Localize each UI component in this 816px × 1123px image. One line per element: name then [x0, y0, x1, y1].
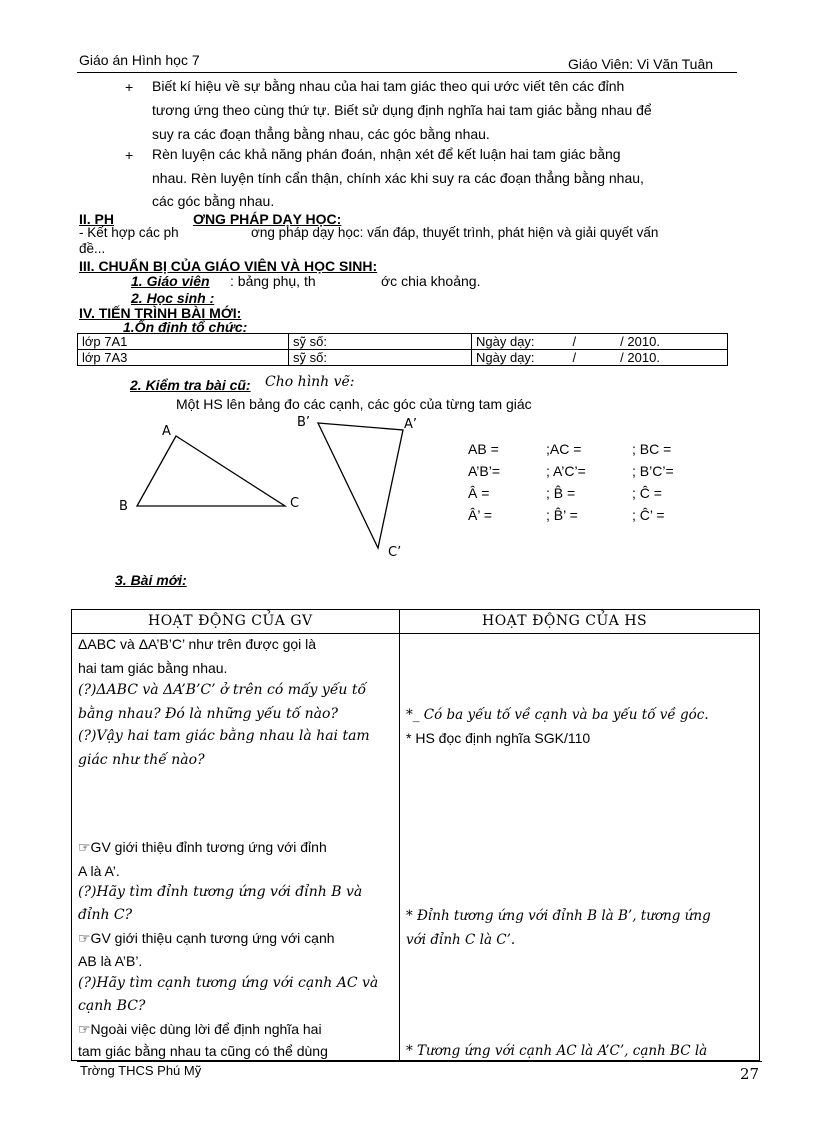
gv-line: ☞Ngoài việc dùng lời để định nghĩa hai: [78, 1021, 322, 1037]
hs-line: * HS đọc định nghĩa SGK/110: [406, 730, 591, 746]
measure-angle-c1: ; Ĉ’ =: [632, 507, 665, 523]
measure-angle-a: Â =: [468, 485, 490, 501]
triangles-figure: [100, 410, 440, 570]
date-label: Ngày dạy:: [476, 334, 535, 349]
check-title: 2. Kiểm tra bài cũ:: [130, 377, 251, 393]
table-row: [78, 334, 728, 350]
siso-cell: sỹ số:: [289, 350, 472, 366]
bullet-2: +: [125, 147, 134, 163]
triangle-abc-prime: [318, 423, 403, 548]
gv-line: ΔABC và ΔA’B’C’ như trên được gọi là: [78, 636, 317, 652]
header-left: Giáo án Hình học 7: [79, 52, 200, 68]
objective-line: Rèn luyện các khả năng phán đoán, nhận xét để kết luận hai tam giác bằng: [152, 146, 621, 162]
objective-line: suy ra các đoạn thẳng bằng nhau, các góc bằng nhau.: [152, 126, 490, 142]
gv-line: A là A’.: [78, 863, 120, 879]
measure-angle-b: ; B̂ =: [546, 485, 576, 501]
class-cell: lớp 7A3: [78, 350, 289, 366]
objective-line: tương ứng theo cùng thứ tự. Biết sử dụng định nghĩa hai tam giác bằng nhau để: [152, 102, 652, 118]
gv-line: tam giác bằng nhau ta cũng có thể dùng: [78, 1043, 328, 1059]
section-2-title-b: ƠNG PHÁP DẠY HỌC:: [193, 211, 342, 227]
teacher-label: 1. Giáo viên: [131, 273, 210, 289]
date-slash: /: [572, 350, 577, 365]
hs-line: *_ Có ba yếu tố về cạnh và ba yếu tố về góc.: [406, 707, 709, 723]
header-divider: [72, 633, 759, 634]
label-a: A: [162, 424, 171, 439]
gv-line: (?)Vậy hai tam giác bằng nhau là hai tam: [78, 728, 370, 744]
section-2-line-c: đề...: [79, 241, 106, 256]
gv-line: cạnh BC?: [78, 998, 146, 1014]
gv-line: giác như thế nào?: [78, 752, 205, 768]
stability-title: 1.Ổn định tổ chức:: [123, 319, 248, 335]
objective-line: nhau. Rèn luyện tính cẩn thận, chính xác khi suy ra các đoạn thẳng bằng nhau,: [152, 170, 644, 186]
gv-line: AB là A’B’.: [78, 953, 143, 969]
check-text: Cho hình vẽ:: [265, 374, 355, 390]
column-divider: [399, 610, 400, 1060]
triangle-abc: [137, 436, 285, 506]
gv-line: bằng nhau? Đó là những yếu tố nào?: [78, 706, 338, 722]
date-year: / 2010.: [620, 350, 660, 365]
measure-a1b1: A’B’=: [468, 463, 501, 479]
footer-school: Trờng THCS Phú Mỹ: [80, 1063, 202, 1078]
gv-line: (?)Hãy tìm cạnh tương ứng với cạnh AC và: [78, 975, 379, 991]
measure-ab: AB =: [468, 441, 499, 457]
section-3-title: III. CHUẨN BỊ CỦA GIÁO VIÊN VÀ HỌC SINH:: [79, 258, 378, 274]
measure-angle-b1: ; B̂’ =: [546, 507, 578, 523]
gv-line: (?)Hãy tìm đỉnh tương ứng với đỉnh B và: [78, 884, 363, 900]
gv-line: (?)ΔABC và ΔA’B’C’ ở trên có mấy yếu tố: [78, 682, 367, 698]
gv-line: ☞GV giới thiệu đỉnh tương ứng với đỉnh: [78, 839, 327, 855]
section-2-title-a: II. PH: [79, 211, 115, 227]
header-rule: [77, 72, 737, 73]
date-cell: [472, 334, 728, 350]
label-c: C: [290, 496, 300, 511]
label-c-prime: C’: [388, 545, 402, 560]
hs-line: * Tương ứng với cạnh AC là A’C’, cạnh BC là: [406, 1043, 708, 1059]
date-label: Ngày dạy:: [476, 350, 535, 365]
measure-angle-c: ; Ĉ =: [632, 485, 662, 501]
measure-angle-a1: Â’ =: [468, 507, 492, 523]
header-right: Giáo Viên: Vi Văn Tuân: [568, 56, 714, 72]
label-b: B: [119, 499, 128, 514]
class-cell: lớp 7A1: [78, 334, 289, 350]
date-cell: [472, 350, 728, 366]
table-row: [78, 350, 728, 366]
student-label: 2. Học sinh :: [131, 290, 215, 306]
measure-bc: ; BC =: [632, 441, 672, 457]
label-b-prime: B’: [297, 415, 311, 430]
date-slash: /: [572, 334, 577, 349]
objective-line: Biết kí hiệu về sự bằng nhau của hai tam giác theo qui ước viết tên các đỉnh: [152, 78, 625, 94]
teacher-text-a: : bảng phụ, th: [230, 273, 316, 289]
measure-prompt: Một HS lên bảng đo các cạnh, các góc của từng tam giác: [176, 396, 532, 412]
teacher-text-b: ớc chia khoảng.: [381, 273, 481, 289]
section-2-line-a: - Kết hợp các ph: [79, 225, 179, 240]
hs-line: * Đỉnh tương ứng với đỉnh B là B’, tương ứng: [406, 908, 711, 924]
measure-b1c1: ; B’C’=: [632, 463, 674, 479]
section-4-title: IV. TIẾN TRÌNH BÀI MỚI:: [79, 305, 242, 321]
date-year: / 2010.: [620, 334, 660, 349]
class-table: [77, 333, 728, 366]
teacher-column-header: HOẠT ĐỘNG CỦA GV: [148, 613, 313, 629]
measure-a1c1: ; A’C’=: [546, 463, 586, 479]
gv-line: ☞GV giới thiệu cạnh tương ứng với cạnh: [78, 930, 335, 946]
gv-line: hai tam giác bằng nhau.: [78, 660, 228, 676]
measure-ac: ;AC =: [546, 441, 582, 457]
gv-line: đỉnh C?: [78, 907, 133, 923]
activity-table: [71, 609, 760, 1061]
footer-rule: [77, 1061, 762, 1062]
bullet-1: +: [125, 79, 134, 95]
objective-line: các góc bằng nhau.: [152, 193, 275, 209]
siso-cell: sỹ số:: [289, 334, 472, 350]
student-column-header: HOẠT ĐỘNG CỦA HS: [482, 613, 648, 629]
hs-line: với đỉnh C là C’.: [406, 932, 516, 948]
label-a-prime: A’: [404, 417, 418, 432]
section-2-line-b: ơng pháp dạy học: vấn đáp, thuyết trình, phát hiện và giải quyết vấn: [251, 225, 659, 240]
page-number: 27: [740, 1065, 760, 1083]
new-lesson-title: 3. Bài mới:: [115, 572, 187, 588]
